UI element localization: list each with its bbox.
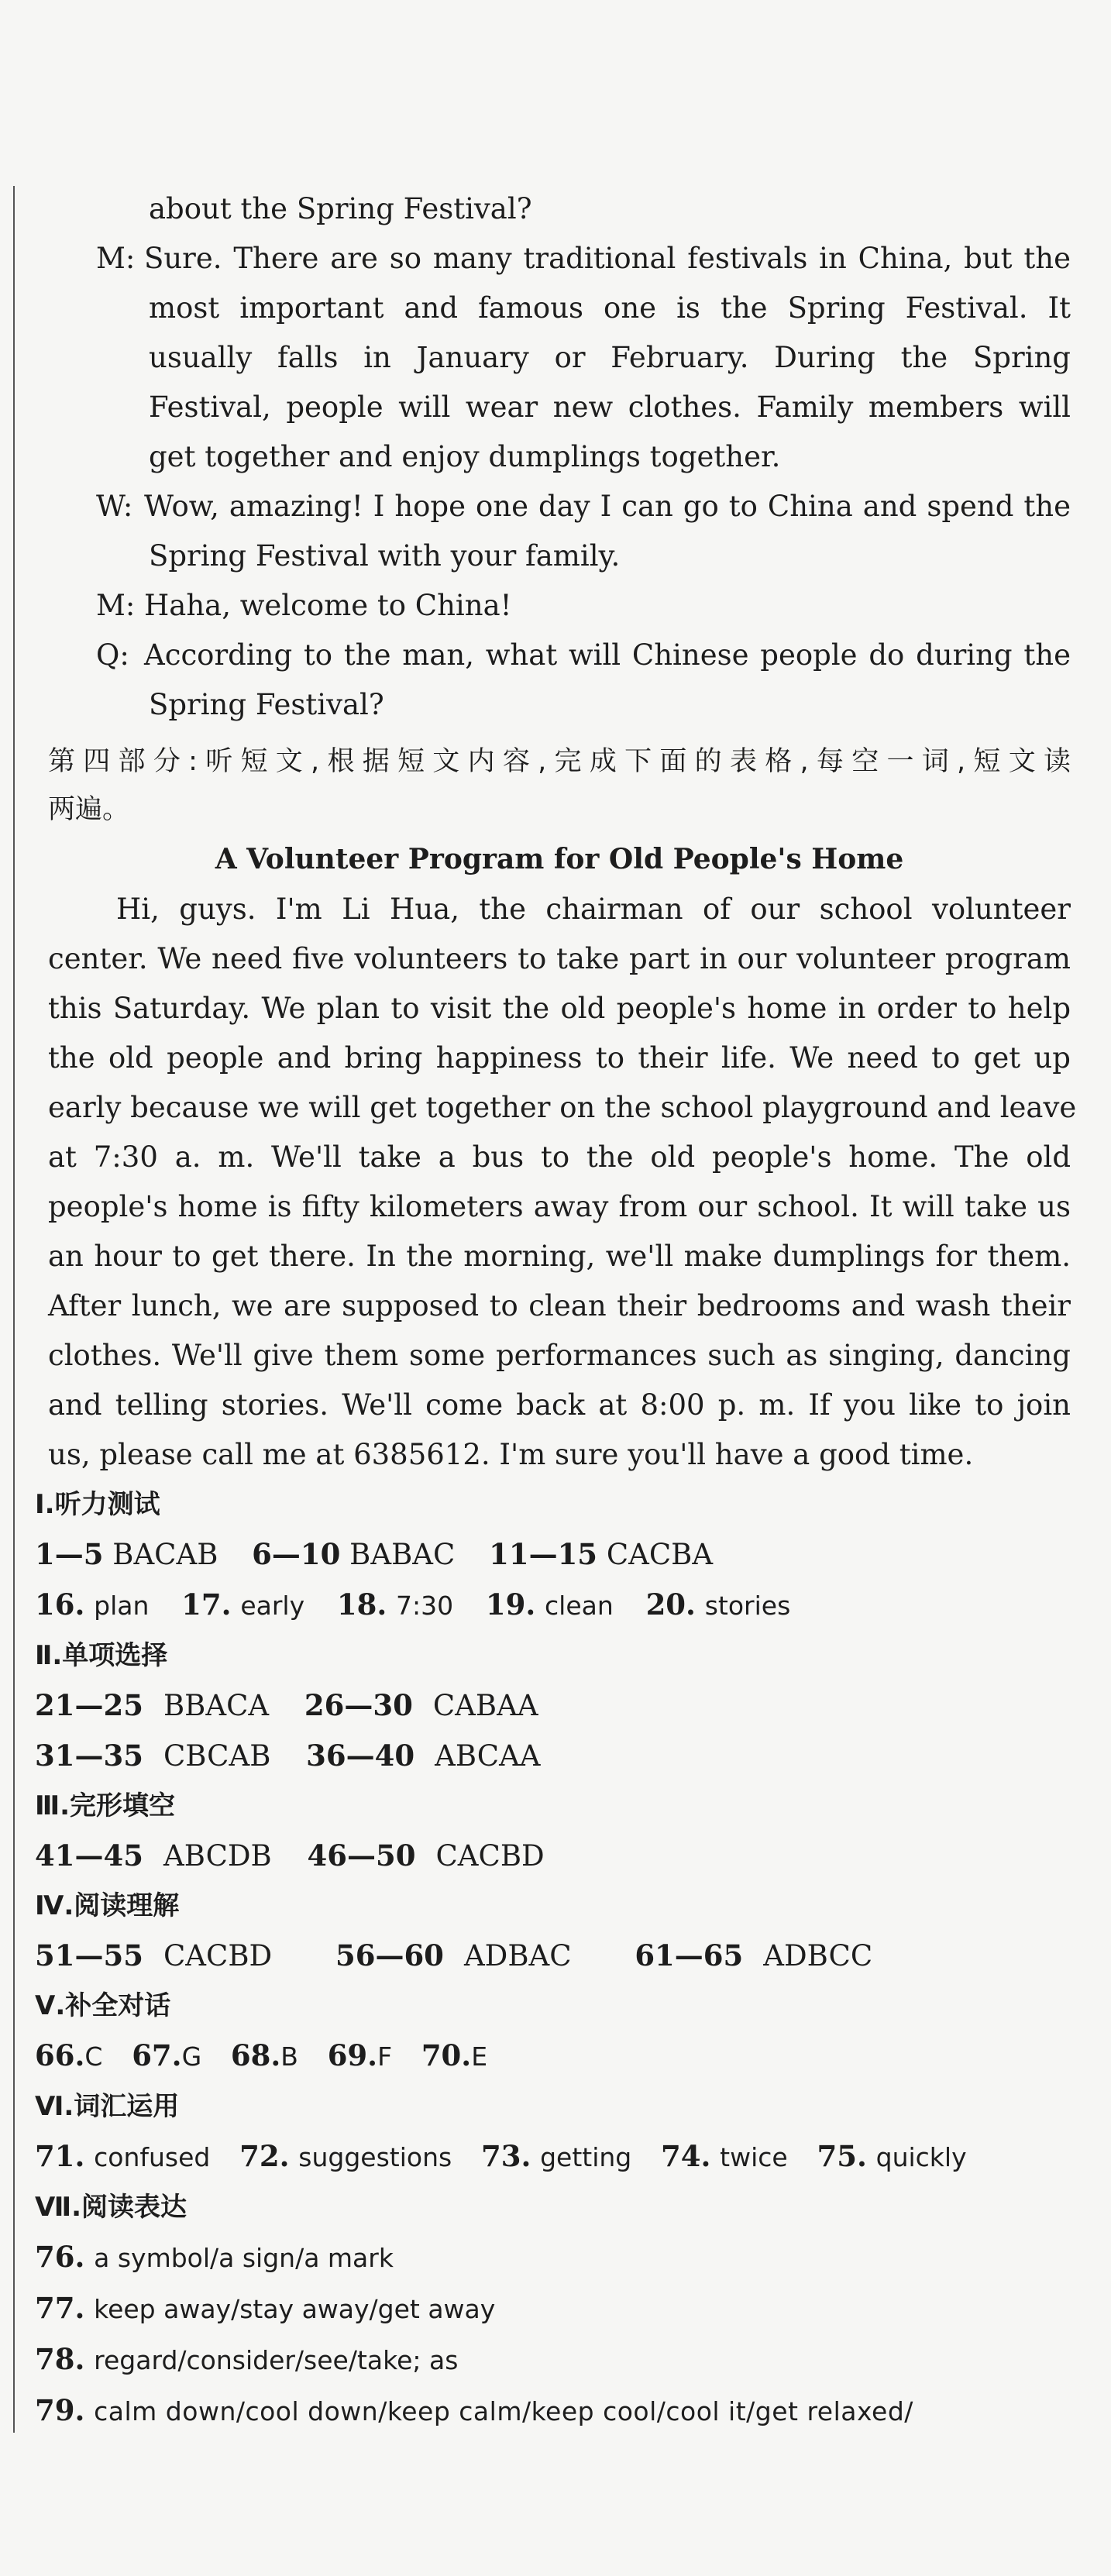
dialogue-line: Wow, amazing! I hope one day I can go to China and spend the [144, 490, 1071, 523]
answer-number: 74. [661, 2139, 711, 2173]
answer-range: 31—35 [35, 1739, 143, 1773]
answer-number: 18. [336, 1587, 387, 1622]
passage-line: people's home is fifty kilometers away from our school. It will take us [48, 1190, 1071, 1223]
answer-value: G [181, 2041, 202, 2072]
answer-number: 77. [35, 2291, 85, 2325]
answer-value: quickly [875, 2142, 967, 2172]
section-heading: Ⅰ.听力测试 [35, 1489, 160, 1520]
answer-range: 41—45 [35, 1838, 143, 1873]
answer-value: BBACA [163, 1689, 270, 1722]
dialogue-turn-w1 [48, 482, 1071, 581]
answer-value: BACAB [112, 1538, 218, 1571]
answer-number: 75. [817, 2139, 867, 2173]
answer-value: CACBD [435, 1839, 545, 1873]
dialogue-turn-q [48, 631, 1071, 730]
answer-value: CABAA [432, 1689, 538, 1722]
answer-number: 66. [35, 2038, 85, 2072]
dialogue-line: Haha, welcome to China! [144, 589, 512, 622]
answer-value: BABAC [349, 1538, 456, 1571]
answer-value: getting [540, 2142, 632, 2172]
answer-row [35, 2232, 1058, 2283]
answer-value: calm down/cool down/keep calm/keep cool/cool it/get relaxed/ [94, 2396, 913, 2426]
speaker-label: W: [96, 490, 133, 523]
passage-line: center. We need five volunteers to take part in our volunteer program [48, 942, 1071, 975]
passage-line: clothes. We'll give them some performances such as singing, dancing [48, 1339, 1071, 1372]
passage-line: at 7:30 a. m. We'll take a bus to the old people's home. The old [48, 1140, 1071, 1174]
answer-number: 16. [35, 1587, 85, 1622]
answer-value: ABCDB [163, 1839, 272, 1873]
answer-row [35, 2334, 1058, 2385]
dialogue-line: Spring Festival with your family. [149, 539, 621, 573]
answer-range: 1—5 [35, 1537, 104, 1571]
answer-value: clean [545, 1591, 614, 1621]
speaker-label: Q: [96, 638, 129, 672]
part4-instruction: 两遍。 [48, 794, 130, 825]
answer-value: twice [720, 2142, 788, 2172]
passage-line: and telling stories. We'll come back at 8:00 p. m. If you like to join [48, 1388, 1071, 1422]
answer-number: 73. [480, 2139, 531, 2173]
answer-range: 11—15 [489, 1537, 598, 1571]
answer-row [35, 1580, 1058, 1631]
answer-value: E [471, 2041, 488, 2072]
answer-row [35, 2385, 1058, 2437]
section-heading: Ⅴ.补全对话 [35, 1990, 171, 2021]
answer-value: C [84, 2041, 103, 2072]
answer-value: ADBAC [463, 1939, 572, 1972]
dialogue-continuation: about the Spring Festival? [149, 192, 532, 225]
passage-line: this Saturday. We plan to visit the old people's home in order to help [48, 992, 1071, 1025]
answer-row [35, 2283, 1058, 2334]
dialogue-line: most important and famous one is the Spring Festival. It [149, 291, 1071, 325]
answer-number: 78. [35, 2342, 85, 2376]
answer-number: 76. [35, 2240, 85, 2274]
section-heading: Ⅶ.阅读表达 [35, 2192, 187, 2223]
dialogue-line: Sure. There are so many traditional festivals in China, but the [144, 242, 1071, 275]
answer-range: 6—10 [252, 1537, 341, 1571]
answer-value: 7:30 [396, 1591, 454, 1621]
answer-range: 36—40 [306, 1739, 415, 1773]
answer-row [35, 2131, 1058, 2182]
answer-value: F [377, 2041, 393, 2072]
passage-line: After lunch, we are supposed to clean their bedrooms and wash their [48, 1289, 1071, 1322]
answer-value: early [240, 1591, 305, 1621]
answer-range: 21—25 [35, 1688, 143, 1722]
answer-value: keep away/stay away/get away [94, 2294, 496, 2324]
dialogue-line: get together and enjoy dumplings together. [149, 440, 781, 473]
passage-line: early because we will get together on the school playground and leave [48, 1091, 1077, 1124]
answer-value: CACBA [606, 1538, 714, 1571]
answer-number: 72. [239, 2139, 290, 2173]
answer-value: stories [704, 1591, 791, 1621]
answer-number: 20. [645, 1587, 696, 1622]
answer-row [35, 1931, 1058, 1981]
answer-value: a symbol/a sign/a mark [94, 2243, 394, 2273]
section-heading: Ⅱ.单项选择 [35, 1640, 168, 1671]
speaker-label: M: [96, 242, 136, 275]
answer-range: 61—65 [635, 1938, 744, 1972]
answer-value: CBCAB [163, 1739, 271, 1773]
margin-rule [13, 186, 15, 2433]
dialogue-turn-m1 [48, 234, 1071, 482]
answer-number: 79. [35, 2393, 85, 2427]
answer-value: suggestions [298, 2142, 452, 2172]
answer-range: 51—55 [35, 1938, 143, 1972]
answer-key [35, 1480, 1058, 2437]
answer-number: 17. [181, 1587, 232, 1622]
dialogue-turn-m2 [48, 581, 1071, 631]
dialogue-line: usually falls in January or February. During the Spring [149, 341, 1071, 374]
part4-instruction: 第四部分:听短文,根据短文内容,完成下面的表格,每空一词,短文读 [48, 746, 1071, 777]
answer-value: regard/consider/see/take; as [94, 2345, 459, 2375]
passage-line: Hi, guys. I'm Li Hua, the chairman of our school volunteer [116, 892, 1071, 926]
answer-value: ADBCC [763, 1939, 873, 1972]
answer-number: 68. [230, 2038, 281, 2072]
dialogue-section [48, 184, 1071, 730]
answer-row [35, 2031, 1058, 2082]
dialogue-line: Festival, people will wear new clothes. Family members will [149, 390, 1071, 424]
answer-range: 46—50 [307, 1838, 416, 1873]
answer-number: 69. [327, 2038, 378, 2072]
passage-line: an hour to get there. In the morning, we'll make dumplings for them. [48, 1240, 1071, 1273]
speaker-label: M: [96, 589, 136, 622]
passage-line: the old people and bring happiness to their life. We need to get up [48, 1041, 1071, 1075]
dialogue-line: Spring Festival? [149, 688, 384, 721]
answer-number: 19. [485, 1587, 536, 1622]
answer-value: B [280, 2041, 298, 2072]
answer-row [35, 1831, 1058, 1881]
answer-number: 67. [132, 2038, 182, 2072]
answer-value: ABCAA [435, 1739, 541, 1773]
answer-number: 70. [421, 2038, 472, 2072]
passage-line: us, please call me at 6385612. I'm sure you'll have a good time. [48, 1438, 974, 1471]
answer-row [35, 1731, 1058, 1781]
answer-value: plan [94, 1591, 150, 1621]
answer-value: CACBD [163, 1939, 273, 1972]
section-heading: Ⅵ.词汇运用 [35, 2091, 180, 2122]
answer-row [35, 1680, 1058, 1731]
passage-title: A Volunteer Program for Old People's Home [215, 843, 904, 875]
answer-value: confused [94, 2142, 211, 2172]
answer-row [35, 1529, 1058, 1580]
section-heading: Ⅳ.阅读理解 [35, 1890, 180, 1921]
section-heading: Ⅲ.完形填空 [35, 1790, 176, 1821]
part4-section [48, 738, 1077, 1480]
answer-number: 71. [35, 2139, 85, 2173]
answer-range: 56—60 [335, 1938, 444, 1972]
answer-range: 26—30 [304, 1688, 413, 1722]
dialogue-line: According to the man, what will Chinese people do during the [144, 638, 1071, 672]
